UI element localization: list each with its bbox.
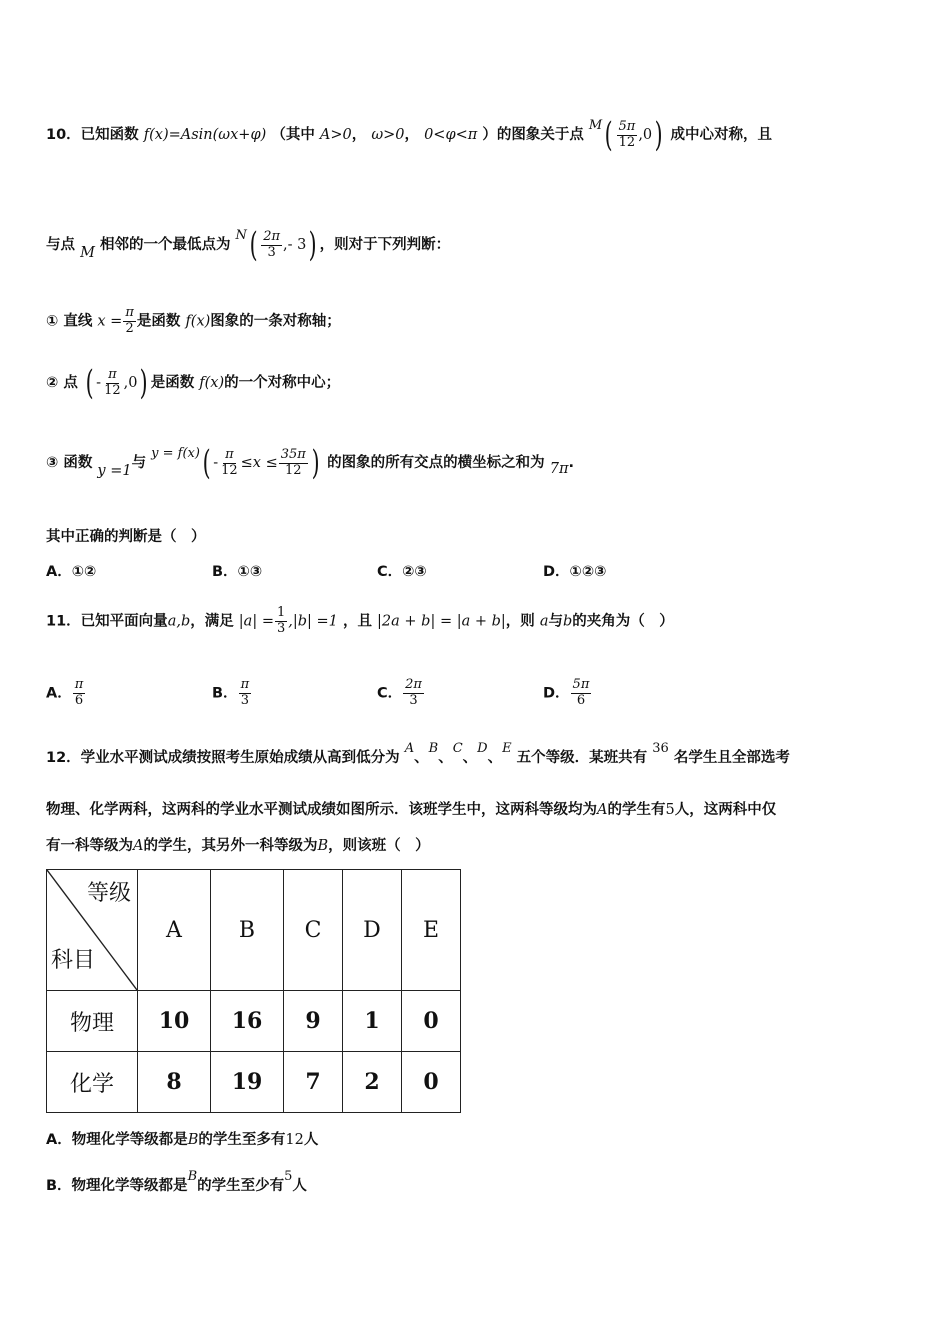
j3-yf: y = f(x) — [151, 446, 200, 461]
j3-frac1: $\frac{\pi}{12}$ — [221, 446, 238, 478]
q12-option-a[interactable]: A．物理化学等级都是B的学生至多有12人 — [46, 1132, 319, 1148]
q11-text5: 的夹角为（ ） — [572, 613, 674, 630]
table-cell: 19 — [211, 1052, 284, 1113]
q12-count: 36 — [652, 741, 669, 756]
q12-grade-d: D — [477, 741, 488, 756]
q12-option-b[interactable]: B．物理化学等级都是B的学生至少有5人 — [46, 1169, 307, 1194]
header-cell-b: B — [211, 870, 284, 991]
q12-line2-a: 物理、化学两科，这两科的学业水平测试成绩如图所示．该班学生中，这两科等级均为 — [46, 802, 597, 818]
j2-a: ② 点 — [46, 375, 78, 391]
q12-line2-grade: A — [597, 802, 608, 818]
j3-a: ③ 函数 — [46, 455, 93, 471]
j3-end: . — [568, 455, 575, 471]
q12-line3-g1: A — [133, 838, 144, 854]
table-cell: 1 — [343, 991, 402, 1052]
j3-y1: y =1 — [97, 463, 132, 479]
q10-option-b[interactable]: B．①③ — [212, 564, 263, 580]
j1-a: ① 直线 — [46, 313, 93, 330]
table-cell: 8 — [138, 1052, 211, 1113]
q12-grade-e: E — [502, 741, 512, 756]
j3-b: 与 — [131, 455, 147, 471]
j3-neg: - — [213, 455, 219, 471]
j2-frac: $\frac{\pi}{12}$ — [104, 366, 121, 398]
q10-judgement-2: ② 点 ( - $\frac{\pi}{12}$ ,0) 是函数 f(x)的一个对称中心； — [46, 363, 341, 403]
q10-option-c[interactable]: C．②③ — [377, 564, 427, 580]
j2-b: 是函数 — [150, 375, 195, 391]
q11-text4: 与 — [548, 613, 563, 630]
table-corner-cell — [47, 870, 138, 991]
q10-line2-m: M — [80, 245, 95, 261]
table-row — [47, 1052, 461, 1113]
q10-judgement-3: ③ 函数 y =1与 y = f(x)( - $\frac{\pi}{12}$ ≤x ≤ $\frac{35\pi}{12}$ ) 的图象的所有交点的横坐标之和为 7π. — [46, 443, 575, 483]
q10-text-end: 成中心对称，且 — [670, 127, 772, 143]
q11-text2: ，且 — [342, 613, 372, 630]
table-cell: 16 — [211, 991, 284, 1052]
q10-n-frac: $\frac{2\pi}{3}$ — [263, 228, 281, 260]
table-cell: 10 — [138, 991, 211, 1052]
q10-cond2: ω>0 — [371, 127, 405, 143]
q10-point-m: M — [588, 118, 603, 133]
q12-line3-b: 的学生，其另外一科等级为 — [143, 838, 318, 854]
q11-option-c[interactable]: C． $\frac{2\pi}{3}$ — [377, 677, 422, 708]
q10-option-d[interactable]: D．①②③ — [543, 564, 607, 580]
q10-line2-a: 与点 — [46, 237, 75, 253]
header-cell-c: C — [284, 870, 343, 991]
q11-line — [46, 606, 674, 637]
table-cell: 7 — [284, 1052, 343, 1113]
q10-label: 10．已知函数 — [46, 127, 139, 143]
j1-b: 是函数 — [136, 313, 181, 330]
q11-vb: b — [563, 613, 573, 630]
q12-line2-c: 人，这两科中仅 — [674, 802, 777, 818]
q11-cond-a: |a| = — [238, 613, 274, 630]
table-header-row — [47, 870, 461, 991]
table-cell: 0 — [402, 1052, 461, 1113]
row-subject-physics: 物理 — [47, 991, 138, 1052]
grade-table-wrap — [46, 869, 461, 1113]
j3-frac2: $\frac{35\pi}{12}$ — [280, 446, 306, 478]
j2-f: f(x) — [199, 375, 225, 391]
q12-line3-a: 有一科等级为 — [46, 838, 133, 854]
table-row — [47, 991, 461, 1052]
q10-judgement-1 — [46, 306, 341, 337]
q10-m-frac: $\frac{5\pi}{12}$ — [618, 118, 636, 150]
j1-c: 图象的一条对称轴； — [210, 313, 341, 330]
q12-grade-b: B — [428, 741, 439, 756]
j2-c: 的一个对称中心； — [224, 375, 341, 391]
q11-cond-b: ,|b| =1 — [288, 613, 338, 630]
table-cell: 0 — [402, 991, 461, 1052]
j1-eq: x = — [97, 313, 123, 330]
q12-label: 12．学业水平测试成绩按照考生原始成绩从高到低分为 — [46, 750, 400, 766]
q12-line1: 12．学业水平测试成绩按照考生原始成绩从高到低分为 A、B、C、D、E 五个等级．某班共有 36 名学生且全部选考 — [46, 741, 790, 766]
header-cell-d: D — [343, 870, 402, 991]
j3-sum: 7π — [549, 461, 569, 477]
j2-y: ,0 — [123, 375, 138, 391]
table-cell: 2 — [343, 1052, 402, 1113]
q10-line2-b: 相邻的一个最低点为 — [99, 237, 231, 253]
q10-line1: 10．已知函数 f(x)=Asin(ωx+φ) （其中 A>0， ω>0， 0<φ<π ）的图象关于点 M( $\frac{5\pi}{12}$ ,0) 成中心对称，且 — [46, 115, 772, 155]
header-cell-a: A — [138, 870, 211, 991]
q11-option-b[interactable]: B． $\frac{\pi}{3}$ — [212, 677, 250, 708]
q10-m-y: ,0 — [638, 127, 653, 143]
q12-line3-c: ，则该班（ ） — [328, 838, 430, 854]
q11-text3: ，则 — [505, 613, 535, 630]
q11-label: 11．已知平面向量 — [46, 613, 168, 630]
q10-point-n: N — [235, 228, 247, 243]
q12-text2: 名学生且全部选考 — [673, 750, 790, 766]
j3-le: ≤x ≤ — [240, 455, 278, 471]
q10-line2: 与点 M 相邻的一个最低点为 N( $\frac{2\pi}{3}$ ,- 3) ，则对于下列判断： — [46, 225, 451, 265]
q10-cond-open: （其中 — [271, 127, 315, 143]
q11-eq: |2a + b| = |a + b| — [377, 613, 506, 630]
q12-grade-c: C — [452, 741, 463, 756]
j1-frac: $\frac{\pi}{2}$ — [125, 305, 134, 336]
q10-cond3: 0<φ<π — [424, 127, 478, 143]
q12-line2-num: 5 — [665, 802, 675, 818]
q12-text1: 五个等级．某班共有 — [516, 750, 648, 766]
j2-neg: - — [96, 375, 102, 391]
q12-line2-b: 的学生有 — [607, 802, 666, 818]
q10-ask-text: 其中正确的判断是（ ） — [46, 529, 206, 545]
q10-option-a[interactable]: A．①② — [46, 564, 97, 580]
q10-function: f(x)=Asin(ωx+φ) — [143, 127, 267, 143]
q11-option-d[interactable]: D． $\frac{5\pi}{6}$ — [543, 677, 590, 708]
table-cell: 9 — [284, 991, 343, 1052]
q12-grade-a: A — [404, 741, 415, 756]
q10-ask — [46, 525, 206, 546]
q10-line2-c: ，则对于下列判断： — [319, 237, 451, 253]
j1-f: f(x) — [185, 313, 211, 330]
q11-option-a[interactable]: A． $\frac{\pi}{6}$ — [46, 677, 84, 708]
header-cell-e: E — [402, 870, 461, 991]
grade-table — [46, 869, 461, 1113]
q11-vec: a,b — [167, 613, 191, 630]
j3-c: 的图象的所有交点的横坐标之和为 — [327, 455, 545, 471]
q10-n-y: ,- 3 — [283, 237, 307, 253]
corner-label-grade: 等级 — [86, 881, 131, 906]
row-subject-chemistry: 化学 — [47, 1052, 138, 1113]
q10-text-mid: ）的图象关于点 — [482, 127, 584, 143]
q10-cond1: A>0 — [319, 127, 352, 143]
q11-text1: ，满足 — [190, 613, 234, 630]
q11-va: a — [539, 613, 549, 630]
corner-label-subject: 科目 — [51, 948, 96, 973]
q12-line3-g2: B — [317, 838, 329, 854]
q11-cond-frac: $\frac{1}{3}$ — [276, 605, 286, 636]
q12-line3 — [46, 834, 430, 855]
q12-line2 — [46, 798, 776, 819]
